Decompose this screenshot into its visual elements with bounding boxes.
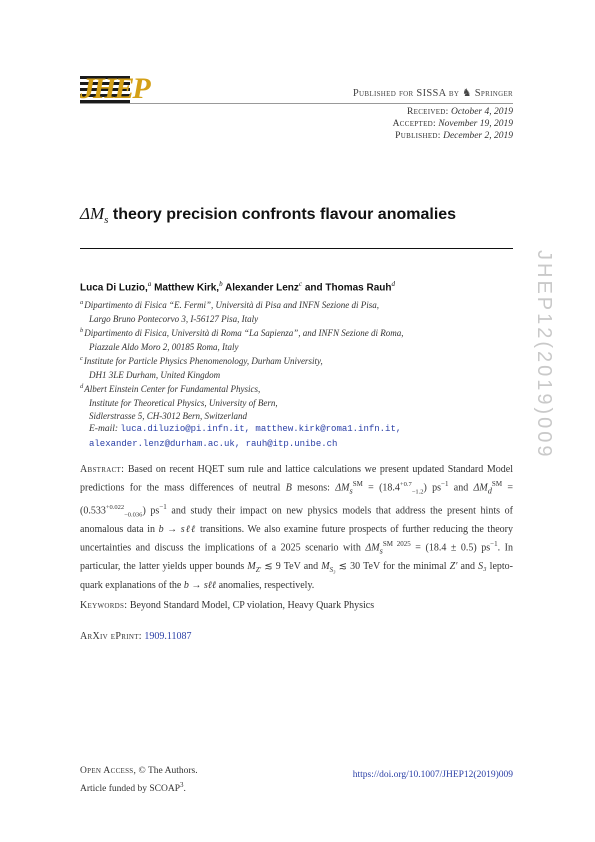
jhep-side-stamp: JHEP12(2019)009 (533, 250, 555, 460)
email-links-line2[interactable]: alexander.lenz@durham.ac.uk, rauh@itp.unibe.ch (89, 439, 338, 449)
funded-text: Article funded by SCOAP (80, 783, 181, 794)
published-for-text: Published for SISSA by (352, 88, 460, 99)
copyright-text: © The Authors. (138, 766, 198, 776)
author-name: and Thomas Rauh (304, 282, 392, 294)
author-list: Luca Di Luzio,$^a$ Matthew Kirk,$^b$ Alexander Lenz$^c$ and Thomas Rauh$^d$ (80, 280, 395, 294)
email-block: E-mail: luca.diluzio@pi.infn.it, matthew.kirk@roma1.infn.it, alexander.lenz@durham.ac.uk, rauh@itp.unibe.ch (89, 424, 402, 449)
keywords (80, 600, 374, 611)
author-name: Matthew Kirk, (154, 282, 220, 294)
affiliation-b: $^b$Dipartimento di Fisica, Università di Roma “La Sapienza”, and INFN Sezione di Roma, Piazzale Aldo Moro 2, 00185 Roma, Italy (80, 327, 404, 352)
affiliation-d: $^d$Albert Einstein Center for Fundamental Physics, Institute for Theoretical Physics, University of Bern, Sidlerstrasse 5, CH-3012 Bern, Switzerland (80, 383, 278, 422)
received-date: Received: October 4, 2019 (406, 107, 513, 117)
paper-title: $\Delta M_s$ theory precision confronts flavour anomalies (80, 204, 457, 227)
email-links-line1[interactable]: luca.diluzio@pi.infn.it, matthew.kirk@roma1.infn.it, (120, 424, 402, 434)
open-access-label: Open Access, (80, 766, 137, 776)
keywords-text: Beyond Standard Model, CP violation, Heavy Quark Physics (129, 600, 375, 611)
footer-license: Open Access, © The Authors. Article funded by SCOAP$^3$. (80, 766, 198, 794)
jhep-logo (80, 72, 149, 105)
affiliation-c: $^c$Institute for Particle Physics Phenomenology, Durham University, DH1 3LE Durham, United Kingdom (80, 355, 323, 380)
affiliation-a: $^a$Dipartimento di Fisica “E. Fermi”, Università di Pisa and INFN Sezione di Pisa, Largo Bruno Pontecorvo 3, I-56127 Pisa, Italy (80, 299, 379, 324)
accepted-date: Accepted: November 19, 2019 (392, 119, 513, 129)
abstract: Abstract: Based on recent HQET sum rule and lattice calculations we present updated Standard Model predictions for the mass differences of neutral B mesons: $\Delta M_s℠ = (18.4^{+0.7}_{-1.2})$ $ps^{-1}$ and $\Delta M_d℠ = (0.533^{+0.022}_{-0.036})$ $ps^{-1}$ and study their impact on new physics models that address the present hints of anomalous data in b → sℓℓ transitions. We also examine future prospects of further reducing the theory uncertainties and discuss the implications of a 2025 scenario with $\Delta M_s^{SM 2025} = (18.4 \pm 0.5)$ $ps^{-1}$. In particular, the latter yields upper bounds $M_{Z'}$ ≲ 9 TeV and $M_{S_3}$ ≲ 30 TeV for the minimal Z′ and S₃ lepto-quark explanations of the b → sℓℓ anomalies, respectively. (80, 464, 514, 592)
published-date: Published: December 2, 2019 (395, 131, 513, 141)
publisher-name: Springer (474, 88, 513, 99)
arxiv-heading: ArXiv ePrint: (80, 631, 142, 642)
keywords-heading: Keywords: (80, 600, 128, 611)
published-for-line (353, 87, 513, 99)
arxiv-eprint (80, 631, 192, 642)
springer-horse-icon: ♞ (462, 88, 472, 99)
jhep-logo-text: JHEP (80, 72, 149, 105)
abstract-heading: Abstract: (80, 464, 125, 475)
author-name: Alexander Lenz (225, 282, 299, 294)
author-name: Luca Di Luzio, (80, 282, 148, 294)
title-rule (80, 248, 513, 249)
doi-link[interactable]: https://doi.org/10.1007/JHEP12(2019)009 (352, 770, 513, 780)
arxiv-link[interactable]: 1909.11087 (144, 631, 192, 642)
header-rule (80, 103, 513, 104)
